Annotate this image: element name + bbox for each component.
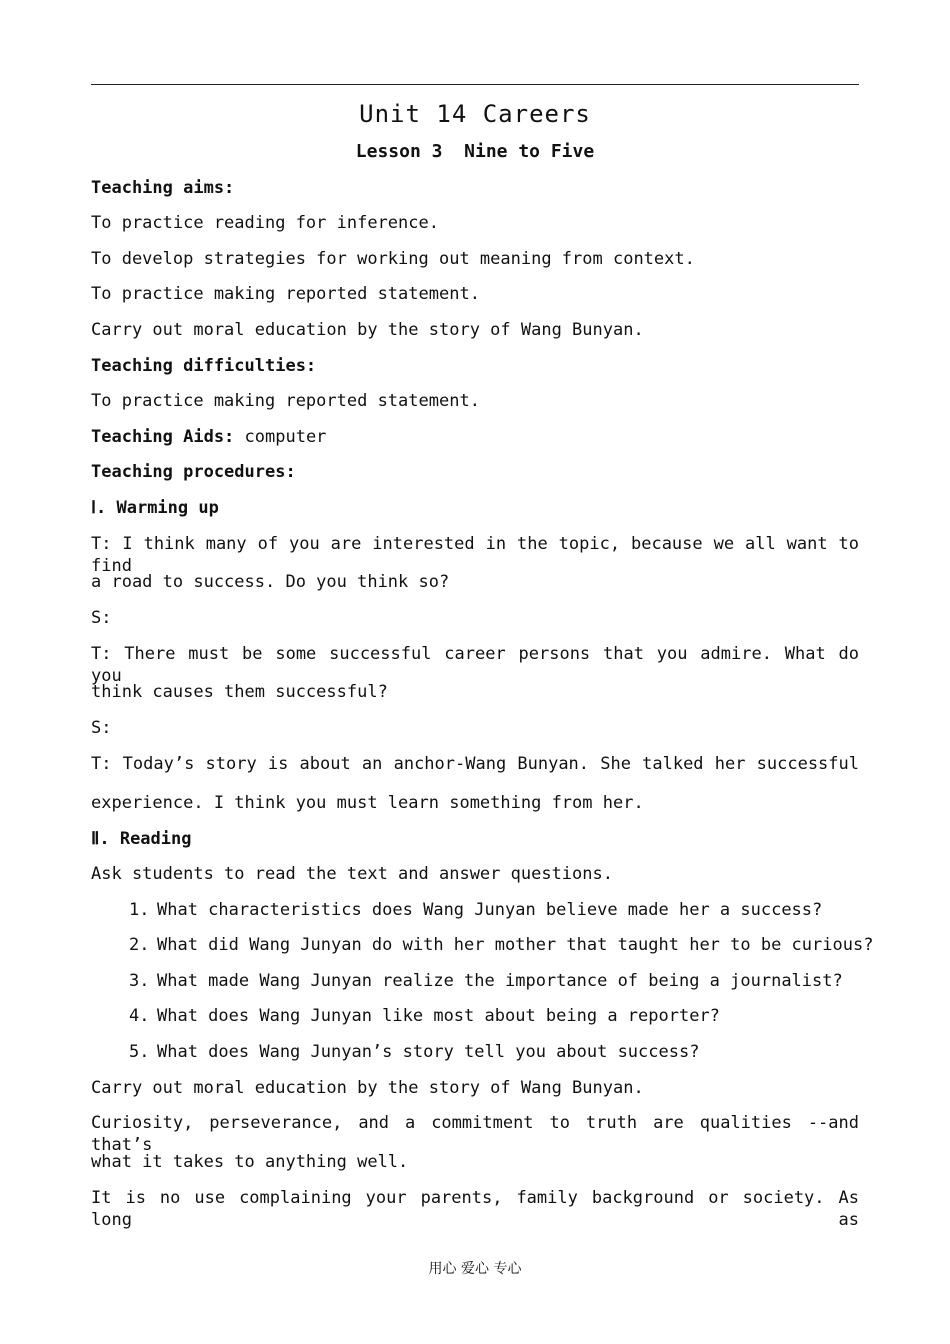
teacher-line: T: I think many of you are interested in the topic, because we all want to find: [91, 534, 859, 576]
aim-item: To practice reading for inference.: [91, 213, 439, 233]
question-text: What does Wang Junyan like most about being a reporter?: [157, 1006, 720, 1026]
question-number: 1.: [129, 900, 150, 920]
aim-item: Carry out moral education by the story of Wang Bunyan.: [91, 320, 644, 340]
student-line: S:: [91, 718, 112, 738]
conclusion-line: Curiosity, perseverance, and a commitment to truth are qualities --and that’s: [91, 1113, 859, 1155]
header-rule: [91, 84, 859, 85]
aids-label: Teaching Aids:: [91, 427, 235, 447]
conclusion-line: It is no use complaining your parents, family background or society. As long as: [91, 1188, 859, 1230]
student-line: S:: [91, 608, 112, 628]
question-item: [129, 934, 874, 956]
procedures-heading: Teaching procedures:: [91, 462, 296, 482]
warming-heading: Ⅰ. Warming up: [91, 498, 219, 518]
question-item: [129, 1041, 859, 1063]
teacher-line: experience. I think you must learn something from her.: [91, 793, 644, 813]
question-item: [129, 1005, 859, 1027]
reading-intro: Ask students to read the text and answer questions.: [91, 864, 613, 884]
teacher-line: T: There must be some successful career persons that you admire. What do you: [91, 644, 859, 686]
aids-value: computer: [234, 427, 327, 447]
difficulties-text: To practice making reported statement.: [91, 391, 480, 411]
page-footer: 用心 爱心 专心: [428, 1261, 522, 1277]
question-item: [129, 970, 859, 992]
teacher-line: a road to success. Do you think so?: [91, 572, 450, 592]
difficulties-heading: Teaching difficulties:: [91, 356, 317, 376]
teacher-line: T: Today’s story is about an anchor-Wang Bunyan. She talked her successful: [91, 754, 859, 774]
question-text: What did Wang Junyan do with her mother that taught her to be curious?: [157, 935, 874, 955]
conclusion-line: what it takes to anything well.: [91, 1152, 409, 1172]
question-text: What made Wang Junyan realize the importance of being a journalist?: [157, 971, 843, 991]
question-number: 2.: [129, 935, 150, 955]
aids-line: [91, 426, 859, 448]
question-number: 5.: [129, 1042, 150, 1062]
teacher-line: think causes them successful?: [91, 682, 388, 702]
lesson-subtitle: Lesson 3 Nine to Five: [355, 141, 595, 162]
question-item: [129, 899, 859, 921]
moral-line: Carry out moral education by the story of Wang Bunyan.: [91, 1078, 644, 1098]
page-title: Unit 14 Careers: [359, 100, 591, 128]
aims-heading: Teaching aims:: [91, 178, 235, 198]
aim-item: To practice making reported statement.: [91, 284, 480, 304]
question-number: 4.: [129, 1006, 150, 1026]
question-text: What does Wang Junyan’s story tell you about success?: [157, 1042, 700, 1062]
aim-item: To develop strategies for working out meaning from context.: [91, 249, 695, 269]
question-number: 3.: [129, 971, 150, 991]
question-text: What characteristics does Wang Junyan believe made her a success?: [157, 900, 823, 920]
reading-heading: Ⅱ. Reading: [91, 829, 192, 849]
